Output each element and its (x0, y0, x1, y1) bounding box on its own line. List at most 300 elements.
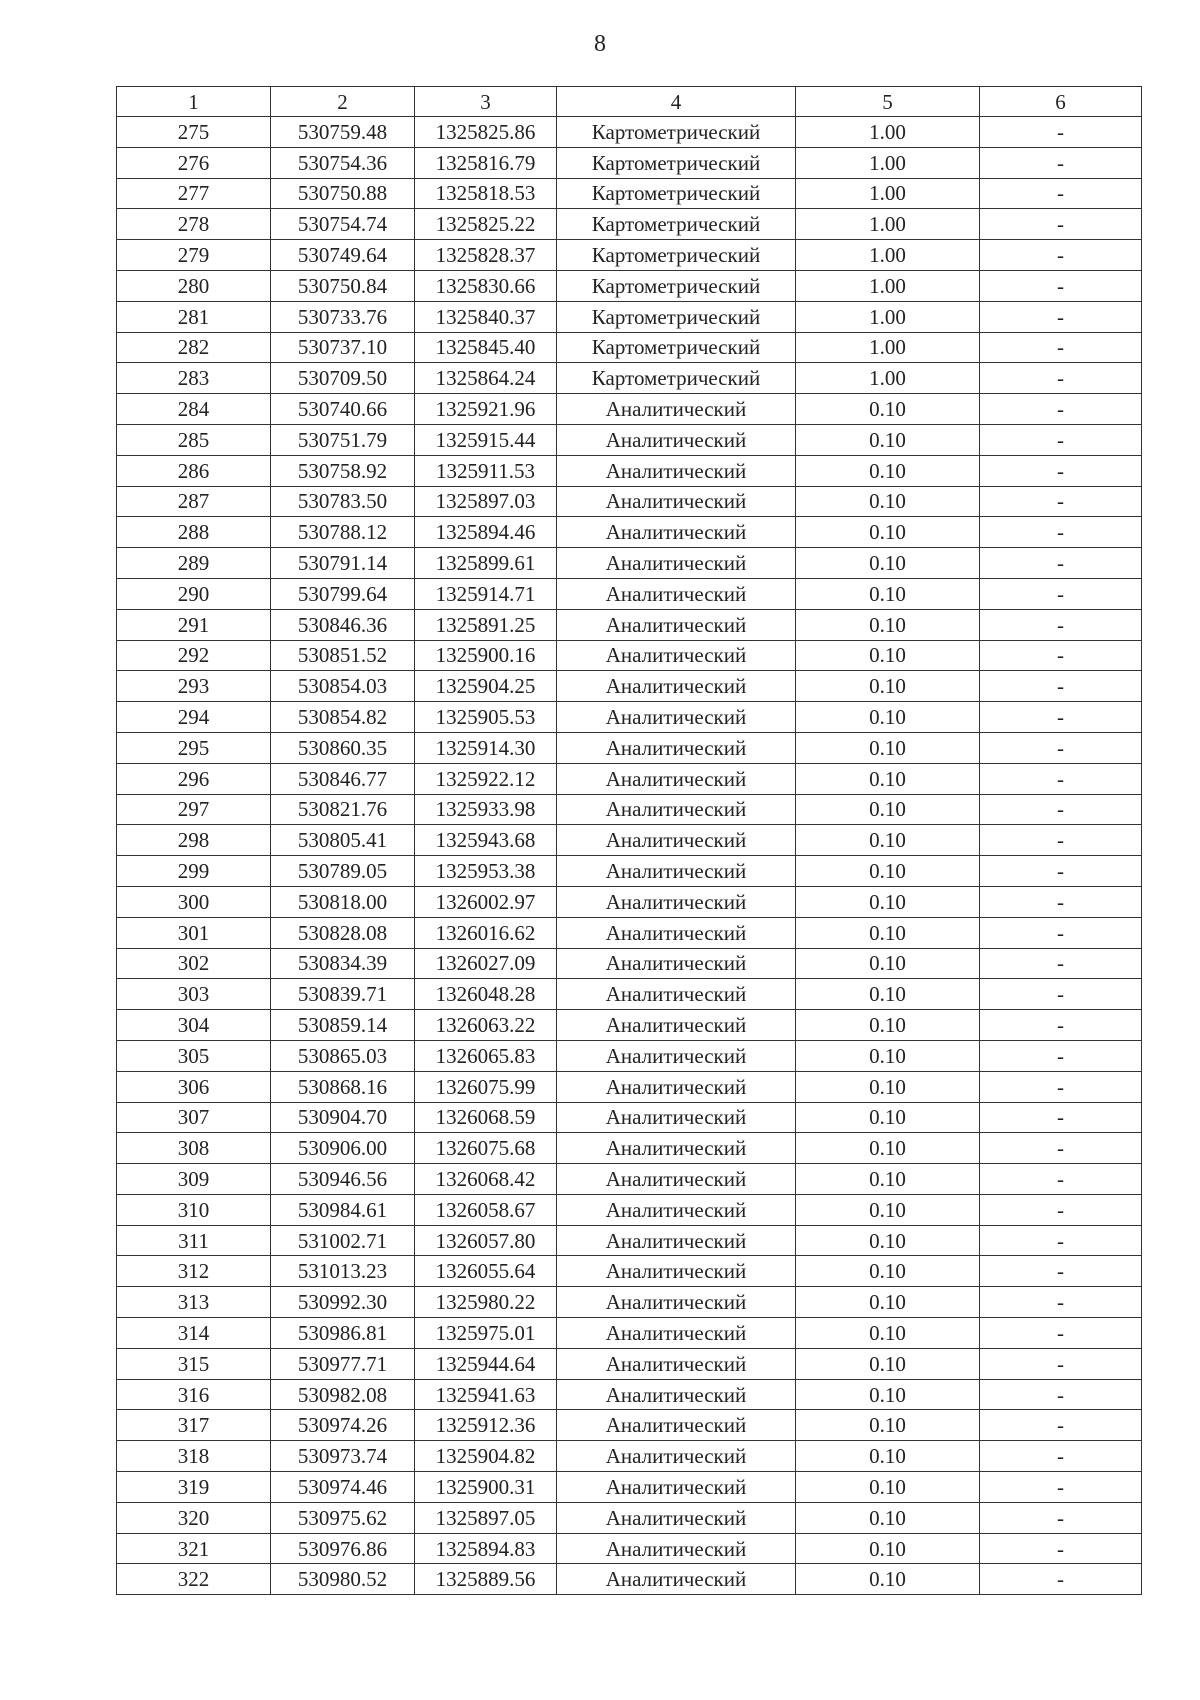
point-number-cell: 317 (117, 1410, 271, 1441)
point-number-cell: 292 (117, 640, 271, 671)
accuracy-cell: 0.10 (796, 1441, 980, 1472)
y-coordinate-cell: 1326075.68 (415, 1133, 557, 1164)
method-cell: Аналитический (557, 1379, 796, 1410)
accuracy-cell: 0.10 (796, 1164, 980, 1195)
table-row (117, 209, 1142, 240)
accuracy-cell: 0.10 (796, 1071, 980, 1102)
point-number-cell: 275 (117, 117, 271, 148)
point-number-cell: 311 (117, 1225, 271, 1256)
x-coordinate-cell: 530750.88 (271, 178, 415, 209)
y-coordinate-cell: 1326068.42 (415, 1164, 557, 1195)
table-row (117, 1164, 1142, 1195)
accuracy-cell: 0.10 (796, 1379, 980, 1410)
table-row (117, 702, 1142, 733)
y-coordinate-cell: 1325816.79 (415, 147, 557, 178)
method-cell: Картометрический (557, 209, 796, 240)
y-coordinate-cell: 1325900.31 (415, 1472, 557, 1503)
method-cell: Аналитический (557, 1010, 796, 1041)
column-header: 2 (271, 87, 415, 117)
note-cell: - (980, 270, 1142, 301)
accuracy-cell: 0.10 (796, 609, 980, 640)
y-coordinate-cell: 1326002.97 (415, 886, 557, 917)
point-number-cell: 322 (117, 1564, 271, 1595)
x-coordinate-cell: 530859.14 (271, 1010, 415, 1041)
y-coordinate-cell: 1325915.44 (415, 424, 557, 455)
y-coordinate-cell: 1325889.56 (415, 1564, 557, 1595)
coordinates-table (116, 86, 1142, 1595)
x-coordinate-cell: 531002.71 (271, 1225, 415, 1256)
method-cell: Аналитический (557, 1410, 796, 1441)
accuracy-cell: 1.00 (796, 270, 980, 301)
method-cell: Аналитический (557, 486, 796, 517)
note-cell: - (980, 886, 1142, 917)
y-coordinate-cell: 1325905.53 (415, 702, 557, 733)
x-coordinate-cell: 530759.48 (271, 117, 415, 148)
x-coordinate-cell: 530973.74 (271, 1441, 415, 1472)
method-cell: Аналитический (557, 1225, 796, 1256)
y-coordinate-cell: 1325922.12 (415, 763, 557, 794)
method-cell: Аналитический (557, 732, 796, 763)
table-row (117, 1441, 1142, 1472)
method-cell: Картометрический (557, 178, 796, 209)
method-cell: Картометрический (557, 363, 796, 394)
accuracy-cell: 0.10 (796, 1040, 980, 1071)
accuracy-cell: 0.10 (796, 1010, 980, 1041)
point-number-cell: 286 (117, 455, 271, 486)
x-coordinate-cell: 530805.41 (271, 825, 415, 856)
point-number-cell: 309 (117, 1164, 271, 1195)
y-coordinate-cell: 1326055.64 (415, 1256, 557, 1287)
accuracy-cell: 0.10 (796, 948, 980, 979)
table-row (117, 886, 1142, 917)
x-coordinate-cell: 530789.05 (271, 856, 415, 887)
note-cell: - (980, 394, 1142, 425)
table-row (117, 1410, 1142, 1441)
table-row (117, 671, 1142, 702)
accuracy-cell: 0.10 (796, 763, 980, 794)
y-coordinate-cell: 1325894.83 (415, 1533, 557, 1564)
y-coordinate-cell: 1325900.16 (415, 640, 557, 671)
point-number-cell: 278 (117, 209, 271, 240)
table-row (117, 394, 1142, 425)
note-cell: - (980, 1071, 1142, 1102)
note-cell: - (980, 1164, 1142, 1195)
accuracy-cell: 0.10 (796, 1502, 980, 1533)
point-number-cell: 308 (117, 1133, 271, 1164)
method-cell: Аналитический (557, 1102, 796, 1133)
method-cell: Аналитический (557, 1533, 796, 1564)
note-cell: - (980, 548, 1142, 579)
method-cell: Аналитический (557, 825, 796, 856)
table-row (117, 548, 1142, 579)
x-coordinate-cell: 530821.76 (271, 794, 415, 825)
table-row (117, 1256, 1142, 1287)
y-coordinate-cell: 1325830.66 (415, 270, 557, 301)
point-number-cell: 279 (117, 240, 271, 271)
table-row (117, 1502, 1142, 1533)
y-coordinate-cell: 1326065.83 (415, 1040, 557, 1071)
y-coordinate-cell: 1326068.59 (415, 1102, 557, 1133)
method-cell: Аналитический (557, 1502, 796, 1533)
x-coordinate-cell: 530974.46 (271, 1472, 415, 1503)
method-cell: Аналитический (557, 1318, 796, 1349)
accuracy-cell: 0.10 (796, 886, 980, 917)
method-cell: Картометрический (557, 301, 796, 332)
method-cell: Аналитический (557, 1194, 796, 1225)
column-header: 1 (117, 87, 271, 117)
x-coordinate-cell: 530740.66 (271, 394, 415, 425)
table-row (117, 1010, 1142, 1041)
point-number-cell: 300 (117, 886, 271, 917)
y-coordinate-cell: 1326027.09 (415, 948, 557, 979)
x-coordinate-cell: 530854.03 (271, 671, 415, 702)
y-coordinate-cell: 1325914.71 (415, 578, 557, 609)
method-cell: Картометрический (557, 240, 796, 271)
y-coordinate-cell: 1325912.36 (415, 1410, 557, 1441)
point-number-cell: 306 (117, 1071, 271, 1102)
x-coordinate-cell: 530791.14 (271, 548, 415, 579)
y-coordinate-cell: 1325897.03 (415, 486, 557, 517)
x-coordinate-cell: 530976.86 (271, 1533, 415, 1564)
y-coordinate-cell: 1325914.30 (415, 732, 557, 763)
accuracy-cell: 0.10 (796, 1472, 980, 1503)
note-cell: - (980, 301, 1142, 332)
method-cell: Аналитический (557, 578, 796, 609)
note-cell: - (980, 1318, 1142, 1349)
point-number-cell: 277 (117, 178, 271, 209)
table-row (117, 240, 1142, 271)
y-coordinate-cell: 1325933.98 (415, 794, 557, 825)
note-cell: - (980, 917, 1142, 948)
column-header: 4 (557, 87, 796, 117)
y-coordinate-cell: 1325904.82 (415, 1441, 557, 1472)
x-coordinate-cell: 530846.36 (271, 609, 415, 640)
table-header-row (117, 87, 1142, 117)
accuracy-cell: 0.10 (796, 856, 980, 887)
table-row (117, 147, 1142, 178)
y-coordinate-cell: 1325975.01 (415, 1318, 557, 1349)
method-cell: Аналитический (557, 1071, 796, 1102)
y-coordinate-cell: 1326057.80 (415, 1225, 557, 1256)
table-row (117, 1287, 1142, 1318)
y-coordinate-cell: 1326016.62 (415, 917, 557, 948)
table-row (117, 1318, 1142, 1349)
point-number-cell: 281 (117, 301, 271, 332)
x-coordinate-cell: 530854.82 (271, 702, 415, 733)
x-coordinate-cell: 530751.79 (271, 424, 415, 455)
accuracy-cell: 0.10 (796, 1256, 980, 1287)
table-row (117, 1102, 1142, 1133)
point-number-cell: 319 (117, 1472, 271, 1503)
note-cell: - (980, 1533, 1142, 1564)
y-coordinate-cell: 1325894.46 (415, 517, 557, 548)
x-coordinate-cell: 530851.52 (271, 640, 415, 671)
y-coordinate-cell: 1325943.68 (415, 825, 557, 856)
note-cell: - (980, 763, 1142, 794)
method-cell: Аналитический (557, 1348, 796, 1379)
y-coordinate-cell: 1325921.96 (415, 394, 557, 425)
table-row (117, 270, 1142, 301)
y-coordinate-cell: 1325828.37 (415, 240, 557, 271)
note-cell: - (980, 671, 1142, 702)
point-number-cell: 318 (117, 1441, 271, 1472)
table-row (117, 455, 1142, 486)
accuracy-cell: 0.10 (796, 1102, 980, 1133)
note-cell: - (980, 147, 1142, 178)
table-row (117, 732, 1142, 763)
point-number-cell: 291 (117, 609, 271, 640)
x-coordinate-cell: 530865.03 (271, 1040, 415, 1071)
y-coordinate-cell: 1325891.25 (415, 609, 557, 640)
method-cell: Аналитический (557, 424, 796, 455)
table-row (117, 363, 1142, 394)
x-coordinate-cell: 530709.50 (271, 363, 415, 394)
table-row (117, 178, 1142, 209)
point-number-cell: 302 (117, 948, 271, 979)
point-number-cell: 285 (117, 424, 271, 455)
x-coordinate-cell: 530733.76 (271, 301, 415, 332)
method-cell: Аналитический (557, 1441, 796, 1472)
accuracy-cell: 0.10 (796, 1194, 980, 1225)
page-number: 8 (594, 31, 606, 57)
x-coordinate-cell: 530868.16 (271, 1071, 415, 1102)
note-cell: - (980, 609, 1142, 640)
note-cell: - (980, 1133, 1142, 1164)
accuracy-cell: 0.10 (796, 578, 980, 609)
point-number-cell: 305 (117, 1040, 271, 1071)
table-row (117, 1040, 1142, 1071)
table-row (117, 517, 1142, 548)
accuracy-cell: 0.10 (796, 455, 980, 486)
point-number-cell: 295 (117, 732, 271, 763)
note-cell: - (980, 1287, 1142, 1318)
note-cell: - (980, 332, 1142, 363)
point-number-cell: 297 (117, 794, 271, 825)
column-header: 6 (980, 87, 1142, 117)
y-coordinate-cell: 1325818.53 (415, 178, 557, 209)
note-cell: - (980, 424, 1142, 455)
accuracy-cell: 0.10 (796, 702, 980, 733)
accuracy-cell: 1.00 (796, 178, 980, 209)
method-cell: Картометрический (557, 332, 796, 363)
point-number-cell: 280 (117, 270, 271, 301)
note-cell: - (980, 578, 1142, 609)
method-cell: Аналитический (557, 548, 796, 579)
table-row (117, 1071, 1142, 1102)
table-row (117, 640, 1142, 671)
x-coordinate-cell: 530737.10 (271, 332, 415, 363)
table-row (117, 917, 1142, 948)
table-row (117, 825, 1142, 856)
accuracy-cell: 0.10 (796, 979, 980, 1010)
y-coordinate-cell: 1325899.61 (415, 548, 557, 579)
point-number-cell: 315 (117, 1348, 271, 1379)
accuracy-cell: 0.10 (796, 794, 980, 825)
point-number-cell: 290 (117, 578, 271, 609)
note-cell: - (980, 1102, 1142, 1133)
column-header: 3 (415, 87, 557, 117)
x-coordinate-cell: 530818.00 (271, 886, 415, 917)
accuracy-cell: 0.10 (796, 1533, 980, 1564)
table-row (117, 948, 1142, 979)
y-coordinate-cell: 1325897.05 (415, 1502, 557, 1533)
method-cell: Картометрический (557, 270, 796, 301)
note-cell: - (980, 1472, 1142, 1503)
table-row (117, 1472, 1142, 1503)
x-coordinate-cell: 530860.35 (271, 732, 415, 763)
accuracy-cell: 1.00 (796, 240, 980, 271)
table-row (117, 609, 1142, 640)
x-coordinate-cell: 530834.39 (271, 948, 415, 979)
accuracy-cell: 0.10 (796, 1318, 980, 1349)
x-coordinate-cell: 530839.71 (271, 979, 415, 1010)
accuracy-cell: 1.00 (796, 117, 980, 148)
method-cell: Аналитический (557, 1287, 796, 1318)
method-cell: Аналитический (557, 1133, 796, 1164)
table-row (117, 1194, 1142, 1225)
point-number-cell: 312 (117, 1256, 271, 1287)
table-row (117, 1133, 1142, 1164)
table-row (117, 763, 1142, 794)
point-number-cell: 303 (117, 979, 271, 1010)
method-cell: Аналитический (557, 640, 796, 671)
accuracy-cell: 1.00 (796, 147, 980, 178)
y-coordinate-cell: 1326058.67 (415, 1194, 557, 1225)
x-coordinate-cell: 530750.84 (271, 270, 415, 301)
method-cell: Аналитический (557, 1256, 796, 1287)
x-coordinate-cell: 530799.64 (271, 578, 415, 609)
accuracy-cell: 0.10 (796, 1564, 980, 1595)
table-row (117, 856, 1142, 887)
accuracy-cell: 0.10 (796, 825, 980, 856)
accuracy-cell: 1.00 (796, 301, 980, 332)
method-cell: Аналитический (557, 948, 796, 979)
x-coordinate-cell: 530754.74 (271, 209, 415, 240)
method-cell: Аналитический (557, 856, 796, 887)
method-cell: Аналитический (557, 1164, 796, 1195)
table-row (117, 1564, 1142, 1595)
x-coordinate-cell: 530977.71 (271, 1348, 415, 1379)
note-cell: - (980, 1379, 1142, 1410)
x-coordinate-cell: 530754.36 (271, 147, 415, 178)
table-row (117, 486, 1142, 517)
accuracy-cell: 1.00 (796, 209, 980, 240)
accuracy-cell: 0.10 (796, 640, 980, 671)
y-coordinate-cell: 1325941.63 (415, 1379, 557, 1410)
note-cell: - (980, 517, 1142, 548)
method-cell: Аналитический (557, 394, 796, 425)
y-coordinate-cell: 1325825.22 (415, 209, 557, 240)
x-coordinate-cell: 530749.64 (271, 240, 415, 271)
point-number-cell: 299 (117, 856, 271, 887)
x-coordinate-cell: 530975.62 (271, 1502, 415, 1533)
method-cell: Аналитический (557, 671, 796, 702)
note-cell: - (980, 702, 1142, 733)
table-row (117, 301, 1142, 332)
accuracy-cell: 0.10 (796, 1410, 980, 1441)
method-cell: Аналитический (557, 886, 796, 917)
x-coordinate-cell: 530758.92 (271, 455, 415, 486)
point-number-cell: 288 (117, 517, 271, 548)
point-number-cell: 313 (117, 1287, 271, 1318)
point-number-cell: 296 (117, 763, 271, 794)
x-coordinate-cell: 530946.56 (271, 1164, 415, 1195)
accuracy-cell: 0.10 (796, 548, 980, 579)
note-cell: - (980, 1225, 1142, 1256)
note-cell: - (980, 363, 1142, 394)
point-number-cell: 284 (117, 394, 271, 425)
note-cell: - (980, 1040, 1142, 1071)
table-row (117, 1379, 1142, 1410)
note-cell: - (980, 1256, 1142, 1287)
accuracy-cell: 0.10 (796, 424, 980, 455)
note-cell: - (980, 948, 1142, 979)
x-coordinate-cell: 530783.50 (271, 486, 415, 517)
point-number-cell: 287 (117, 486, 271, 517)
point-number-cell: 283 (117, 363, 271, 394)
note-cell: - (980, 794, 1142, 825)
table-row (117, 979, 1142, 1010)
point-number-cell: 298 (117, 825, 271, 856)
y-coordinate-cell: 1326048.28 (415, 979, 557, 1010)
x-coordinate-cell: 531013.23 (271, 1256, 415, 1287)
method-cell: Аналитический (557, 1040, 796, 1071)
accuracy-cell: 0.10 (796, 917, 980, 948)
point-number-cell: 316 (117, 1379, 271, 1410)
note-cell: - (980, 979, 1142, 1010)
x-coordinate-cell: 530974.26 (271, 1410, 415, 1441)
table-body (117, 117, 1142, 1595)
point-number-cell: 301 (117, 917, 271, 948)
accuracy-cell: 0.10 (796, 486, 980, 517)
x-coordinate-cell: 530986.81 (271, 1318, 415, 1349)
note-cell: - (980, 1348, 1142, 1379)
note-cell: - (980, 1194, 1142, 1225)
column-header: 5 (796, 87, 980, 117)
method-cell: Аналитический (557, 794, 796, 825)
method-cell: Аналитический (557, 702, 796, 733)
accuracy-cell: 0.10 (796, 1133, 980, 1164)
accuracy-cell: 1.00 (796, 332, 980, 363)
method-cell: Аналитический (557, 979, 796, 1010)
accuracy-cell: 0.10 (796, 1287, 980, 1318)
x-coordinate-cell: 530788.12 (271, 517, 415, 548)
table-row (117, 1225, 1142, 1256)
method-cell: Аналитический (557, 609, 796, 640)
point-number-cell: 314 (117, 1318, 271, 1349)
y-coordinate-cell: 1325904.25 (415, 671, 557, 702)
note-cell: - (980, 825, 1142, 856)
point-number-cell: 321 (117, 1533, 271, 1564)
accuracy-cell: 0.10 (796, 671, 980, 702)
note-cell: - (980, 240, 1142, 271)
accuracy-cell: 1.00 (796, 363, 980, 394)
x-coordinate-cell: 530904.70 (271, 1102, 415, 1133)
point-number-cell: 310 (117, 1194, 271, 1225)
note-cell: - (980, 1410, 1142, 1441)
method-cell: Аналитический (557, 1564, 796, 1595)
y-coordinate-cell: 1325944.64 (415, 1348, 557, 1379)
point-number-cell: 307 (117, 1102, 271, 1133)
point-number-cell: 304 (117, 1010, 271, 1041)
y-coordinate-cell: 1325911.53 (415, 455, 557, 486)
note-cell: - (980, 486, 1142, 517)
point-number-cell: 293 (117, 671, 271, 702)
y-coordinate-cell: 1325825.86 (415, 117, 557, 148)
accuracy-cell: 0.10 (796, 394, 980, 425)
x-coordinate-cell: 530980.52 (271, 1564, 415, 1595)
note-cell: - (980, 640, 1142, 671)
